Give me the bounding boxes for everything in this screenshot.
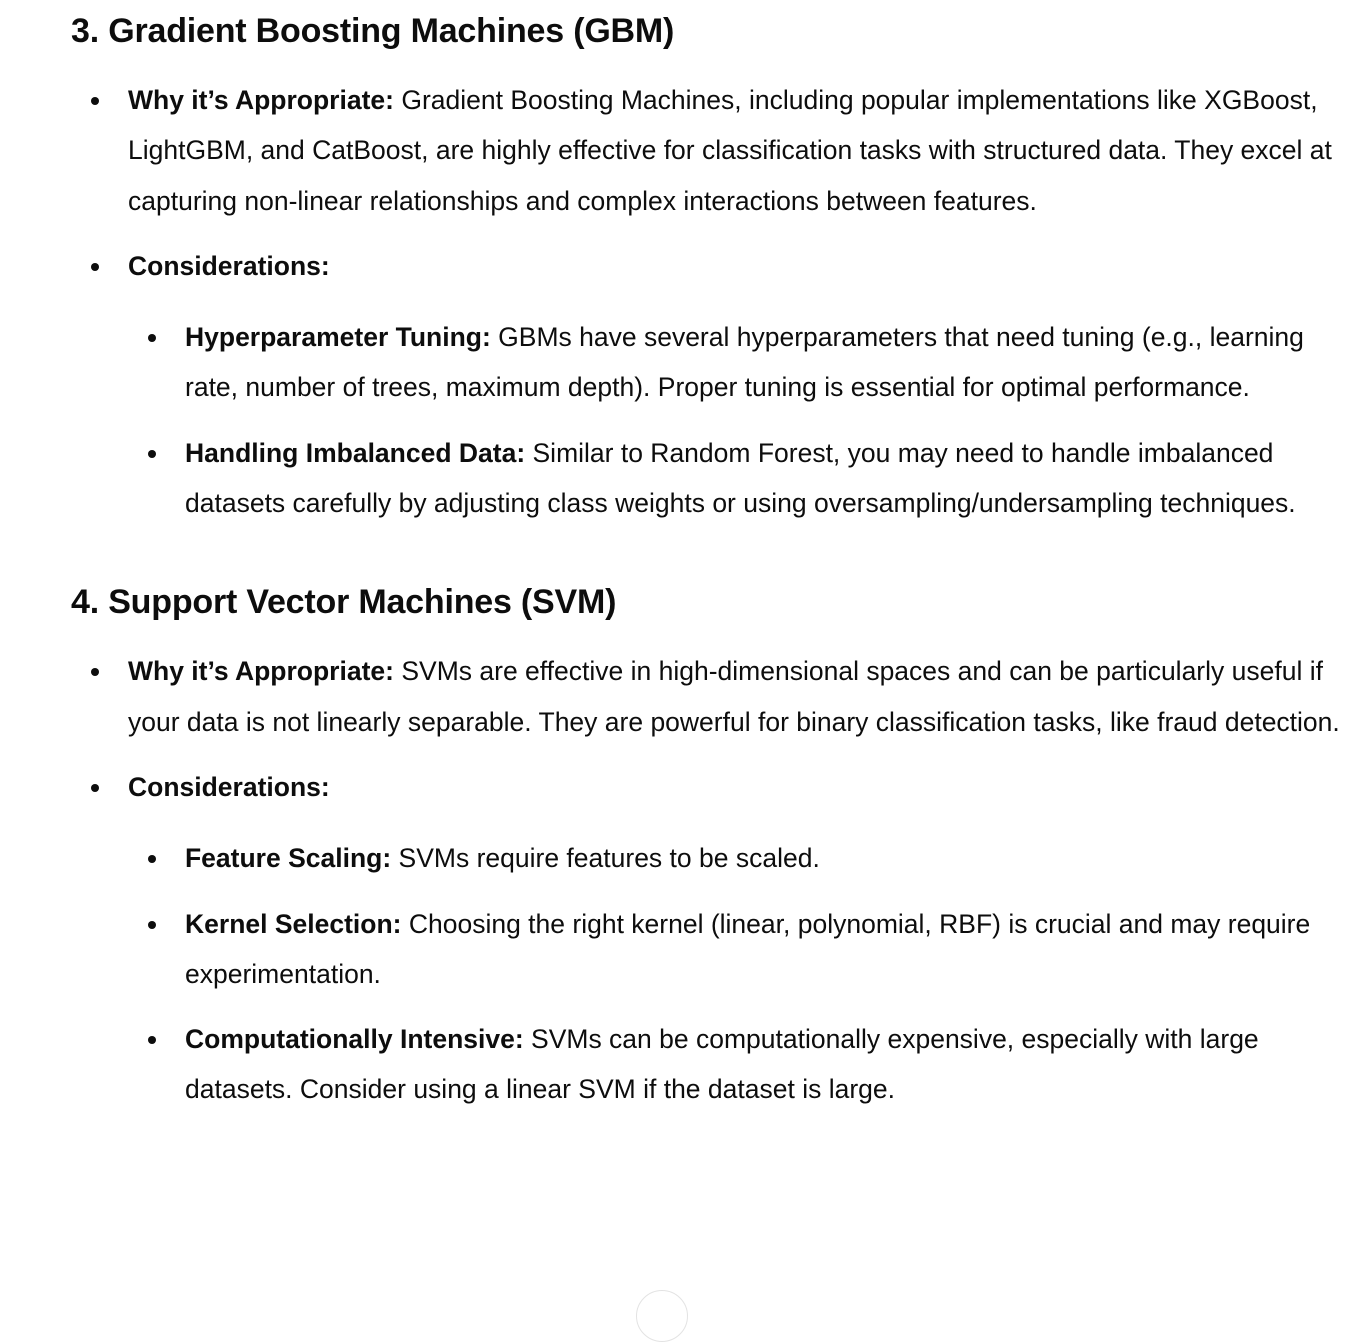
- sub-bullet-list: [128, 833, 1358, 1114]
- list-item-hyperparameter-tuning: [128, 312, 1358, 413]
- item-text: SVMs require features to be scaled.: [391, 843, 820, 874]
- scroll-to-bottom-button[interactable]: [636, 1290, 688, 1342]
- bullet-list: [71, 75, 1358, 528]
- list-item-feature-scaling: [128, 833, 1358, 883]
- item-label: Handling Imbalanced Data:: [185, 437, 526, 468]
- item-label: Hyperparameter Tuning:: [185, 322, 491, 353]
- item-text: Gradient Boosting Machines, including popular implementations like XGBoost, LightGBM, and CatBoost, are highly effective for classification tasks with structured data. They excel at capturing non-linear relationships and complex interactions between features.: [128, 85, 1332, 216]
- list-item-considerations: [71, 762, 1358, 1115]
- item-label: Considerations:: [128, 250, 330, 281]
- item-text: SVMs can be computationally expensive, especially with large datasets. Consider using a linear SVM if the dataset is large.: [185, 1024, 1259, 1105]
- item-text: GBMs have several hyperparameters that need tuning (e.g., learning rate, number of trees, maximum depth). Proper tuning is essential for optimal performance.: [185, 322, 1304, 403]
- sub-bullet-list: [128, 312, 1358, 528]
- section-heading: 3. Gradient Boosting Machines (GBM): [71, 12, 675, 50]
- section-heading: 4. Support Vector Machines (SVM): [71, 583, 617, 622]
- list-item-imbalanced-data: [128, 428, 1358, 529]
- item-text: Similar to Random Forest, you may need to handle imbalanced datasets carefully by adjusting class weights or using oversampling/undersampling techniques.: [185, 437, 1296, 519]
- section-gbm: [71, 0, 1358, 528]
- message-content: [71, 0, 1358, 1115]
- item-text: SVMs are effective in high-dimensional spaces and can be particularly useful if your data is not linearly separable. They are powerful for binary classification tasks, like fraud detection.: [128, 656, 1340, 737]
- list-item-considerations: [71, 241, 1358, 528]
- list-item-why-appropriate: [71, 75, 1358, 226]
- list-item-why-appropriate: [71, 646, 1358, 747]
- item-label: Considerations:: [128, 771, 330, 802]
- item-label: Computationally Intensive:: [185, 1024, 524, 1055]
- bullet-list: [71, 646, 1358, 1114]
- list-item-computationally-intensive: [128, 1014, 1358, 1115]
- item-label: Feature Scaling:: [185, 843, 392, 874]
- item-label: Why it’s Appropriate:: [128, 656, 394, 687]
- item-label: Why it’s Appropriate:: [128, 85, 394, 115]
- section-svm: [71, 582, 1358, 1114]
- item-text: Choosing the right kernel (linear, polynomial, RBF) is crucial and may require experimentation.: [185, 908, 1311, 989]
- list-item-kernel-selection: [128, 899, 1358, 1000]
- item-label: Kernel Selection:: [185, 908, 402, 939]
